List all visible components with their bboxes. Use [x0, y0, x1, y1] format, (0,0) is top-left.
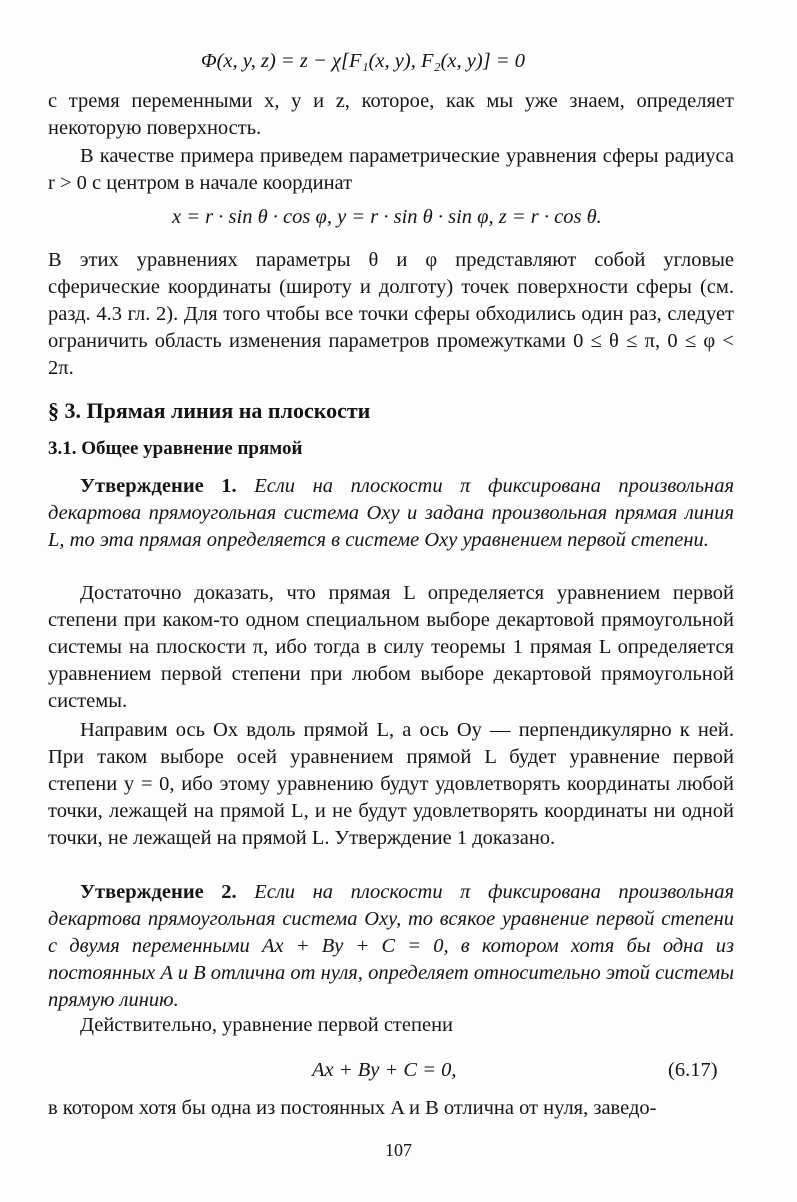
statement-2-label: Утверждение 2.	[80, 881, 237, 903]
paragraph-proof-1: Достаточно доказать, что прямая L определяется уравнением первой степени при каком-то одном специальном выборе декартовой прямоугольной системы на плоскости π, ибо тогда в силу теоремы 1 прямая L определяется уравнением первой степени при любом выборе декартовой прямоугольной системы.	[48, 582, 734, 712]
equation-line: Ax + By + C = 0,	[312, 1059, 457, 1081]
equation-number: (6.17)	[668, 1059, 718, 1081]
statement-1-text: Если на плоскости π фиксирована произвольная декартова прямоугольная система Oxy и задана произвольная прямая линия L, то эта прямая определяется в системе Oxy уравнением первой степени.	[48, 475, 734, 551]
paragraph-surface: с тремя переменными x, y и z, которое, как мы уже знаем, определяет некоторую поверхность.	[48, 90, 734, 139]
statement-2-text: Если на плоскости π фиксирована произвольная декартова прямоугольная система Oxy, то всякое уравнение первой степени с двумя переменными Ax + By + C = 0, в котором хотя бы одна из постоянных A и B отлична от нуля, определяет относительно этой системы прямую линию.	[48, 881, 734, 1011]
subsection-heading: 3.1. Общее уравнение прямой	[48, 438, 303, 459]
statement-1-label: Утверждение 1.	[80, 475, 237, 497]
equation-sphere: x = r · sin θ · cos φ, y = r · sin θ · sin φ, z = r · cos θ.	[172, 206, 602, 228]
paragraph-sphere-params: В этих уравнениях параметры θ и φ представляют собой угловые сферические координаты (широту и долготу) точек поверхности сферы (см. разд. 4.3 гл. 2). Для того чтобы все точки сферы обходились один раз, следует ограничить область изменения параметров промежутками 0 ≤ θ ≤ π, 0 ≤ φ < 2π.	[48, 249, 734, 379]
paragraph-continuation: в котором хотя бы одна из постоянных A и B отлична от нуля, заведо-	[48, 1097, 657, 1119]
equation-phi: Φ(x, y, z) = z − χ[F₁(x, y), F₂(x, y)] = 0	[201, 50, 526, 72]
section-heading: § 3. Прямая линия на плоскости	[48, 398, 371, 423]
page-number: 107	[385, 1140, 412, 1160]
statement-2	[48, 879, 734, 1014]
statement-1	[48, 473, 734, 554]
paragraph-sphere-intro: В качестве примера приведем параметрические уравнения сферы радиуса r > 0 с центром в начале координат	[48, 145, 734, 194]
paragraph-proof-2: Направим ось Ox вдоль прямой L, а ось Oy — перпендикулярно к ней. При таком выборе осей уравнением прямой L будет уравнение первой степени y = 0, ибо этому уравнению будут удовлетворять координаты любой точки, лежащей на прямой L, и не будут удовлетворять координаты ни одной точки, не лежащей на прямой L. Утверждение 1 доказано.	[48, 719, 734, 849]
paragraph-indeed: Действительно, уравнение первой степени	[80, 1014, 454, 1036]
